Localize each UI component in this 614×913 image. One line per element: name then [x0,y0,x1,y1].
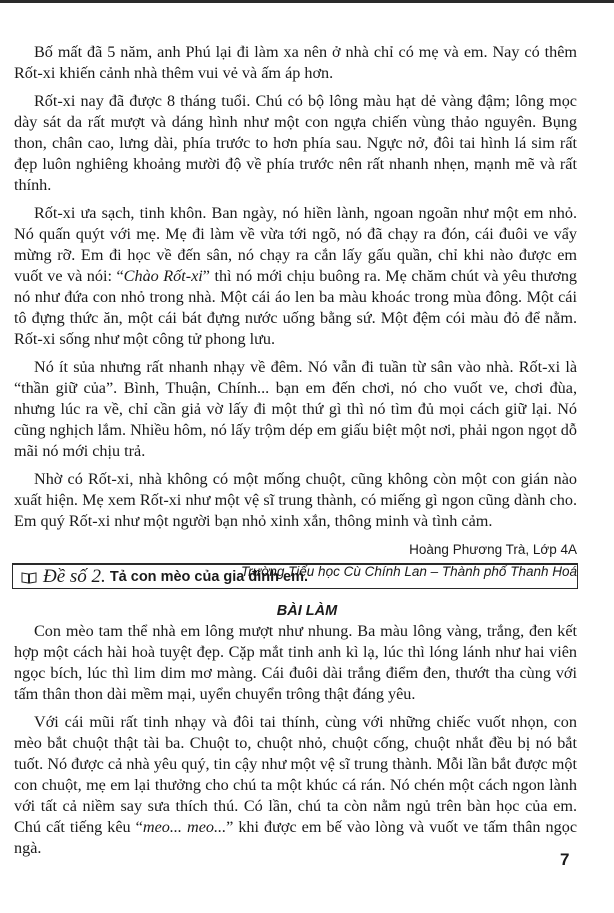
paragraph: Bố mất đã 5 năm, anh Phú lại đi làm xa nên ở nhà chỉ có mẹ và em. Nay có thêm Rốt-xi khiến cảnh nhà thêm vui vẻ và ấm áp hơn. [14,43,577,82]
paragraph: Con mèo tam thể nhà em lông mượt như nhung. Ba màu lông vàng, trắng, đen kết hợp một cách hài hoà tuyệt đẹp. Cặp mắt tinh anh kì lạ, lúc thì lóng lánh như hai viên ngọc bích, lúc thì lim dim mơ màng. Cái đuôi dài trắng điểm đen, thướt tha cùng với tấm thân thon dài mềm mại, uyển chuyển trông thật đáng yêu. [14,622,577,703]
answer-heading: BÀI LÀM [276,603,338,619]
book-icon [21,571,37,583]
page-number: 7 [560,850,570,869]
exercise-number: Đề số 2. [43,565,106,587]
text: ” khi được em bế vào lòng và vuốt ve tấm thân ngọc ngà. [14,818,578,857]
text: Với cái mũi rất tinh nhạy và đôi tai thính, cùng với những chiếc vuốt nhọn, con mèo bắt chuột thật tài ba. Chuột to, chuột nhỏ, chuột cống, chuột nhắt đều bị nó bắt tuốt. Nó được cả nhà yêu quý, tin cậy như một vệ sĩ trung thành. Mỗi lần bắt được một con chuột, mẹ em lại thưởng cho chú ta một khúc cá rán. Nó chén một cách ngon lành với tất cả niềm say sưa thích thú. Có lần, chú ta còn nằm ngủ trên bàn học của em. Chú cất tiếng kêu “ [14,713,577,836]
paragraph: Rốt-xi nay đã được 8 tháng tuổi. Chú có bộ lông màu hạt dẻ vàng đậm; lông mọc dày sát da rất mượt và dáng hình như một con ngựa chiến vùng thảo nguyên. Bụng thon, chân cao, lưng dài, phía trước to hơn phía sau. Ngực nở, đôi tai hình lá sim rất đẹp luôn nghiêng khoảng mười độ về phía trước nên rất nhanh nhẹn, mạnh mẽ và rất thính. [14,92,577,194]
paragraph: Nhờ có Rốt-xi, nhà không có một mống chuột, cũng không còn một con gián nào xuất hiện. Mẹ xem Rốt-xi như một vệ sĩ trung thành, có miếng gì ngon cũng dành cho. Em quý Rốt-xi như một người bạn nhỏ xinh xắn, thông minh và tình cảm. [14,470,577,530]
text: ” thì nó mới chịu buông ra. Mẹ chăm chút và yêu thương nó như đứa con nhỏ trong nhà. Một cái áo len ba màu khoác trong mùa đông. Một cái tô đựng thức ăn, một cái bát đựng nước uống bằng sứ. Một đệm cói màu đỏ để nằm. Rốt-xi sống như một công tử phong lưu. [14,267,577,348]
paragraph [14,712,577,859]
essay-cat [14,621,577,866]
school: Trường Tiểu học Cù Chính Lan – Thành phố Thanh Hoá [240,564,577,579]
quote-italic: Chào Rốt-xi [123,267,203,285]
paragraph [14,203,577,350]
author: Hoàng Phương Trà, Lớp 4A [409,542,577,557]
paragraph: Nó ít sủa nhưng rất nhanh nhạy về đêm. Nó vẫn đi tuần từ sân vào nhà. Rốt-xi là “thần giữ của”. Bình, Thuận, Chính... bạn em đến chơi, nó cho vuốt ve, chơi đùa, nhưng lúc ra về, chỉ cần giả vờ lấy đi một thứ gì thì nó tìm đủ mọi cách giữ lại. Nó cũng nghịch lắm. Nhiều hôm, nó lấy trộm dép em giấu biệt một nơi, phải ngon ngọt dỗ mãi nó mới chịu trả. [14,358,577,460]
essay-dog [14,42,577,583]
exercise-title: Tả con mèo của gia đình em. [109,568,309,585]
text: Rốt-xi ưa sạch, tinh khôn. Ban ngày, nó hiền lành, ngoan ngoãn như một em nhỏ. Nó quấn quýt với mẹ. Mẹ đi làm về vừa tới ngõ, nó đã chạy ra đón, cái đuôi ve vẩy mừng rỡ. Em đi học về đến sân, nó chạy ra cắn lấy gấu quần, chỉ khi nào được em vuốt ve và nói: “ [14,204,577,285]
top-border [0,0,614,3]
exercise-header [12,563,578,589]
quote-italic: meo... meo... [142,818,227,836]
